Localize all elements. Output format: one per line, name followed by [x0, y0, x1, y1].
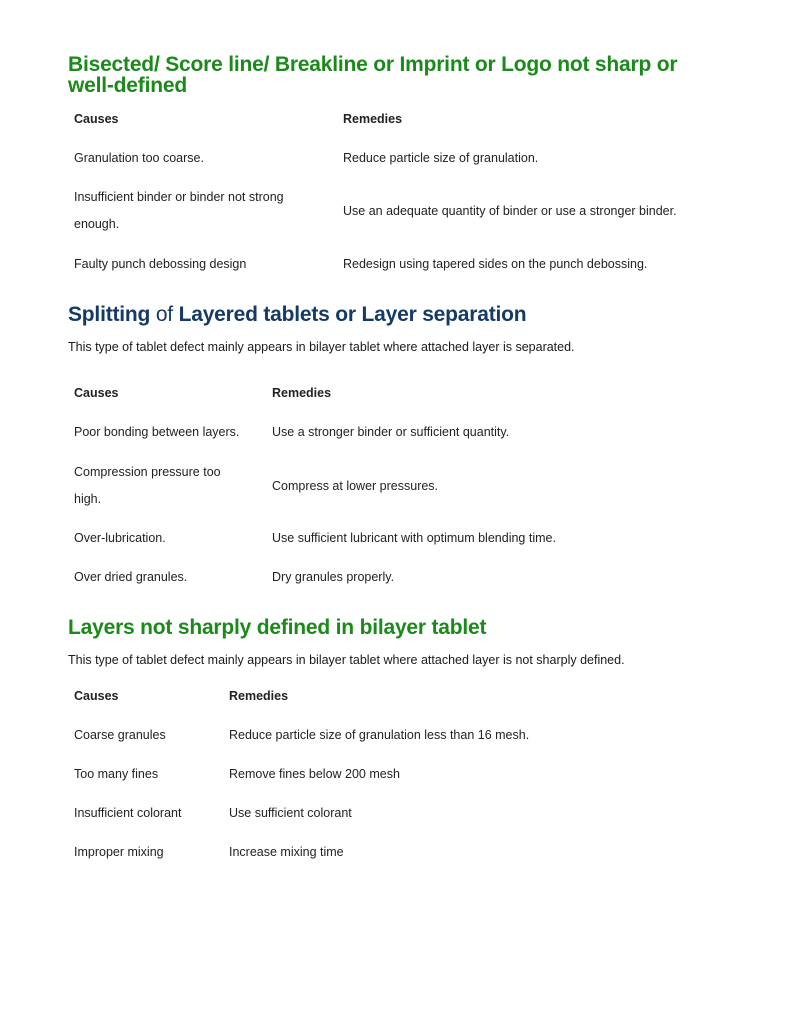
section-3-title: Layers not sharply defined in bilayer tablet: [68, 616, 487, 639]
causes-header: Causes: [74, 112, 119, 126]
cause-cell: Granulation too coarse.: [74, 151, 204, 165]
cause-cell: Coarse granules: [74, 728, 166, 742]
remedy-cell: Use sufficient lubricant with optimum blending time.: [272, 531, 556, 545]
remedy-cell: Use an adequate quantity of binder or use a stronger binder.: [343, 204, 677, 218]
cause-cell: Improper mixing: [74, 845, 164, 859]
remedies-header: Remedies: [229, 689, 289, 703]
section-2-intro: This type of tablet defect mainly appears in bilayer tablet where attached layer is separated.: [68, 340, 575, 354]
cause-cell: Faulty punch debossing design: [74, 257, 247, 271]
remedy-cell: Use sufficient colorant: [229, 806, 352, 820]
cause-cell: Poor bonding between layers.: [74, 425, 240, 439]
remedy-cell: Redesign using tapered sides on the punch debossing.: [343, 257, 648, 271]
causes-header: Causes: [74, 386, 119, 400]
title-part-1: Splitting: [68, 303, 151, 326]
remedy-cell: Increase mixing time: [229, 845, 344, 859]
section-2-title: [68, 302, 526, 328]
cause-cell: Insufficient colorant: [74, 806, 182, 820]
cause-cell: Over-lubrication.: [74, 531, 166, 545]
remedy-cell: Reduce particle size of granulation less than 16 mesh.: [229, 728, 530, 742]
remedy-cell: Compress at lower pressures.: [272, 479, 439, 493]
title-part-3: Layered tablets or Layer separation: [178, 303, 527, 326]
section-1-title: Bisected/ Score line/ Breakline or Imprint or Logo not sharp or well-defined: [68, 53, 678, 97]
remedy-cell: Dry granules properly.: [272, 570, 395, 584]
remedy-cell: Reduce particle size of granulation.: [343, 151, 539, 165]
remedies-header: Remedies: [343, 112, 403, 126]
cause-cell: Insufficient binder or binder not strong enough.: [74, 190, 284, 231]
cause-cell: Compression pressure too high.: [74, 465, 221, 506]
title-part-2: of: [155, 303, 173, 326]
remedy-cell: Remove fines below 200 mesh: [229, 767, 400, 781]
remedy-cell: Use a stronger binder or sufficient quantity.: [272, 425, 510, 439]
remedies-header: Remedies: [272, 386, 332, 400]
cause-cell: Too many fines: [74, 767, 159, 781]
section-3-intro: This type of tablet defect mainly appears in bilayer tablet where attached layer is not sharply defined.: [68, 653, 625, 667]
cause-cell: Over dried granules.: [74, 570, 188, 584]
causes-header: Causes: [74, 689, 119, 703]
